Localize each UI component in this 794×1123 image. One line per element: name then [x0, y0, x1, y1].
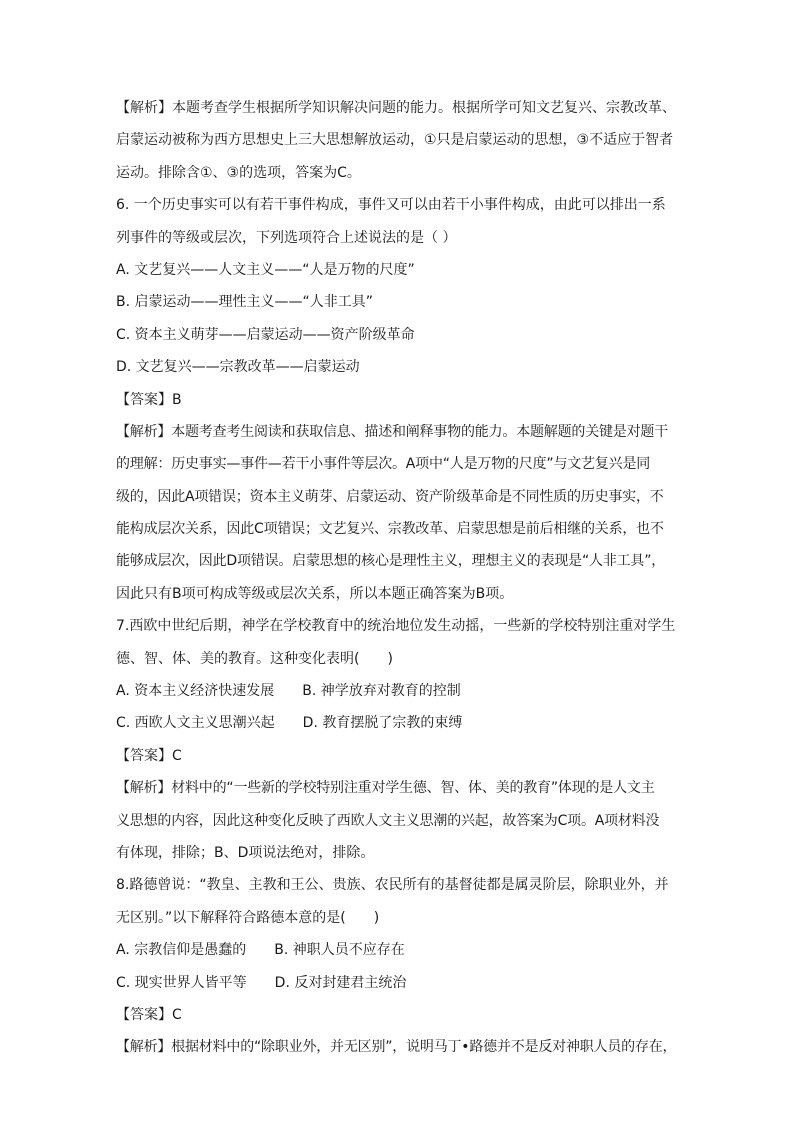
question-6-stem-line-1: 6. 一个历史事实可以有若干事件构成，事件又可以由若干小事件构成，由此可以排出一系 [116, 197, 666, 214]
analysis-8-line-1: 【解析】根据材料中的“除职业外，并无区别”，说明马丁•路德并不是反对神职人员的存在， [116, 1039, 677, 1056]
question-6-option-a: A. 文艺复兴——人文主义——“人是万物的尺度” [116, 261, 415, 278]
document-page [116, 98, 676, 1070]
analysis-7-line-3: 有体现，排除；B、D项说法绝对，排除。 [116, 844, 375, 861]
analysis-6-line-3: 级的，因此A项错误；资本主义萌芽、启蒙运动、资产阶级革命是不同性质的历史事实，不 [116, 488, 664, 505]
analysis-6-line-1: 【解析】本题考查考生阅读和获取信息、描述和阐释事物的能力。本题解题的关键是对题干 [116, 423, 668, 440]
analysis-7-line-1: 【解析】材料中的“一些新的学校特别注重对学生德、智、体、美的教育”体现的是人文主 [116, 780, 655, 797]
analysis-5-line-2: 启蒙运动被称为西方思想史上三大思想解放运动，①只是启蒙运动的思想，③不适应于智者 [116, 132, 674, 149]
analysis-5-line-3: 运动。排除含①、③的选项，答案为C。 [116, 164, 361, 181]
analysis-5-line-1: 【解析】本题考查学生根据所学知识解决问题的能力。根据所学可知文艺复兴、宗教改革、 [116, 100, 676, 116]
question-6-answer: 【答案】B [116, 391, 182, 408]
question-6-option-b: B. 启蒙运动——理性主义——“人非工具” [116, 294, 374, 311]
question-7-options-cd: C. 西欧人文主义思潮兴起 D. 教育摆脱了宗教的束缚 [116, 715, 463, 732]
analysis-6-line-6: 因此只有B项可构成等级或层次关系，所以本题正确答案为B项。 [116, 585, 514, 602]
analysis-6-line-2: 的理解：历史事实—事件—若干小事件等层次。A项中“人是万物的尺度”与文艺复兴是同 [116, 456, 651, 473]
question-7-stem-line-1: 7.西欧中世纪后期，神学在学校教育中的统治地位发生动摇，一些新的学校特别注重对学生 [116, 618, 676, 635]
analysis-6-line-4: 能构成层次关系，因此C项错误；文艺复兴、宗教改革、启蒙思想是前后相继的关系，也不 [116, 521, 664, 538]
question-8-options-ab: A. 宗教信仰是愚蠢的 B. 神职人员不应存在 [116, 942, 405, 959]
question-8-answer: 【答案】C [116, 1006, 182, 1023]
question-7-answer: 【答案】C [116, 747, 182, 764]
question-8-stem-line-2: 无区别。”以下解释符合路德本意的是( ) [116, 909, 380, 926]
analysis-6-line-5: 能够成层次，因此D项错误。启蒙思想的核心是理性主义，理想主义的表现是“人非工具”， [116, 553, 666, 570]
question-6-option-d: D. 文艺复兴——宗教改革——启蒙运动 [116, 359, 360, 376]
question-8-options-cd: C. 现实世界人皆平等 D. 反对封建君主统治 [116, 974, 407, 991]
question-8-stem-line-1: 8.路德曾说：“教皇、主教和王公、贵族、农民所有的基督徒都是属灵阶层，除职业外，并 [116, 877, 669, 894]
question-7-options-ab: A. 资本主义经济快速发展 B. 神学放弃对教育的控制 [116, 683, 461, 700]
question-7-stem-line-2: 德、智、体、美的教育。这种变化表明( ) [116, 650, 393, 667]
question-6-stem-line-2: 列事件的等级或层次，下列选项符合上述说法的是（ ） [116, 229, 457, 246]
analysis-7-line-2: 义思想的内容，因此这种变化反映了西欧人文主义思潮的兴起，故答案为C项。A项材料没 [116, 812, 660, 829]
question-6-option-c: C. 资本主义萌芽——启蒙运动——资产阶级革命 [116, 326, 415, 343]
